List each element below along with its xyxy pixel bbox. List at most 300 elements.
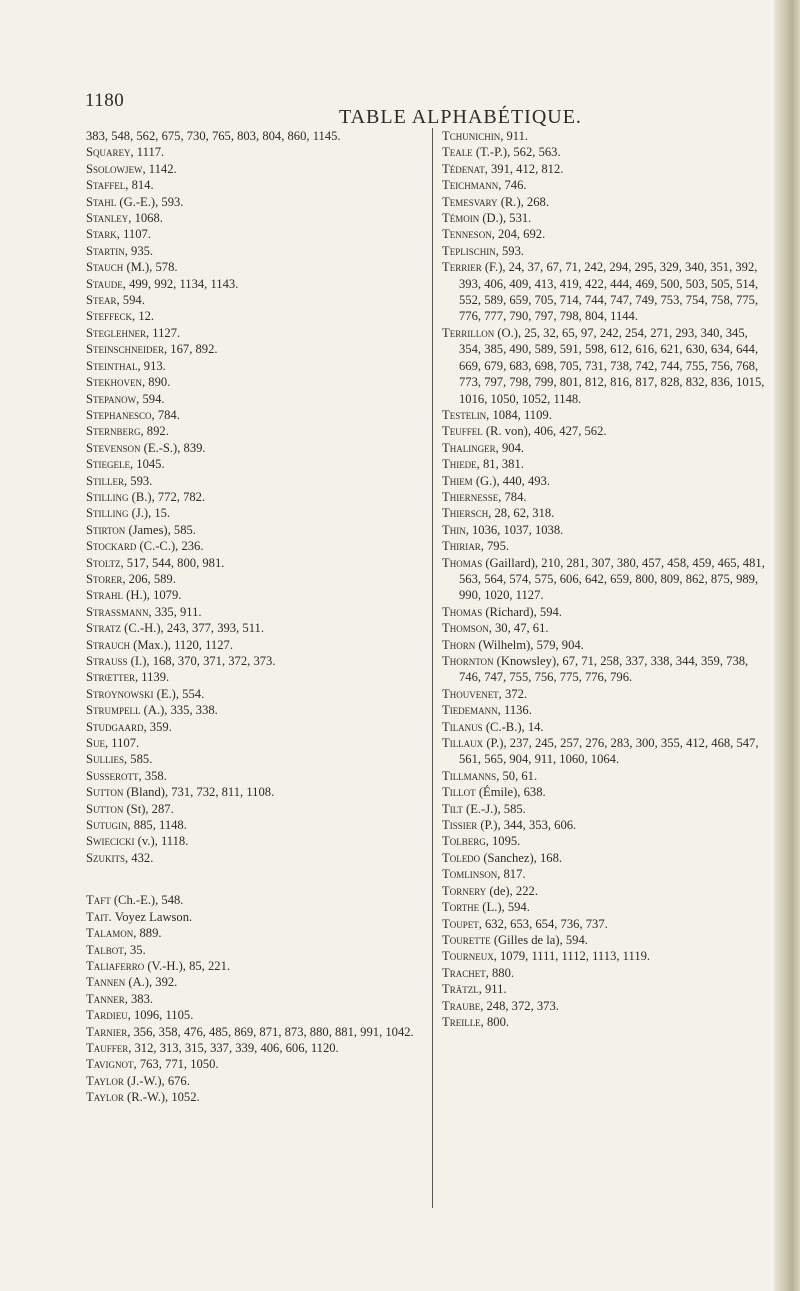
- page-edge: [774, 0, 800, 1291]
- author-name: Tenneson,: [442, 227, 495, 242]
- index-entry: [86, 942, 426, 958]
- author-name: Traube,: [442, 998, 484, 1013]
- author-name: Thomson,: [442, 621, 492, 636]
- index-entry: [442, 817, 767, 833]
- author-name: Sutton: [86, 801, 124, 816]
- page-references: 889.: [136, 926, 162, 941]
- author-name: Stockard: [86, 539, 137, 554]
- page-references: 795.: [483, 539, 510, 554]
- author-name: Studgaard,: [86, 719, 147, 734]
- page-references: 356, 358, 476, 485, 869, 871, 873, 880, 881, 991, 1042.: [130, 1024, 414, 1039]
- author-name: Stephanesco,: [86, 407, 155, 422]
- page-references: 312, 313, 315, 337, 339, 406, 606, 1120.: [131, 1040, 339, 1055]
- page-references: (Max.), 1120, 1127.: [130, 637, 233, 652]
- page-references: 1127.: [149, 325, 181, 340]
- page-references: 763, 771, 1050.: [136, 1057, 219, 1072]
- author-name: Tarnier,: [86, 1024, 131, 1039]
- index-entry: [442, 850, 767, 866]
- page-references: 746.: [501, 178, 527, 193]
- author-name: Strauch: [86, 637, 131, 652]
- page-references: (A.), 335, 338.: [140, 703, 218, 718]
- author-name: Strauss: [86, 654, 128, 668]
- author-name: Staffel,: [86, 178, 129, 193]
- author-name: Thiem: [442, 473, 473, 488]
- page-references: 594.: [139, 391, 165, 406]
- page-references: 383.: [127, 991, 154, 1006]
- section-gap: [86, 866, 426, 892]
- page-references: (Gaillard), 210, 281, 307, 380, 457, 458, 459, 465, 481, 563, 564, 574, 575, 606, 642, 659, 800, 809, 862, 875, 989, 990, 1020, 1127.: [459, 555, 765, 603]
- author-name: Thiede,: [442, 457, 480, 472]
- index-entry: [442, 899, 767, 915]
- page-references: 383, 548, 562, 675, 730, 765, 803, 804, 860, 1145.: [86, 129, 341, 143]
- index-entry: [442, 440, 767, 456]
- author-name: Tauffer,: [86, 1040, 132, 1055]
- page-references: (T.-P.), 562, 563.: [472, 145, 561, 160]
- author-name: Sutugin,: [86, 818, 131, 833]
- page-references: 1068.: [131, 211, 163, 226]
- author-name: Stiller,: [86, 473, 128, 488]
- author-name: Temesvary: [442, 194, 498, 209]
- author-name: Stark,: [86, 227, 120, 242]
- index-entry: [442, 833, 767, 849]
- index-entry: [86, 210, 426, 226]
- index-entry: [442, 505, 767, 521]
- page-references: (Sanchez), 168.: [480, 850, 563, 865]
- author-name: Stahl: [86, 194, 117, 209]
- page-references: 81, 381.: [479, 457, 524, 472]
- author-name: Taliaferro: [86, 958, 145, 973]
- page-references: (R. von), 406, 427, 562.: [482, 424, 607, 439]
- author-name: Témoin: [442, 211, 480, 226]
- page-references: (O.), 25, 32, 65, 97, 242, 254, 271, 293, 340, 345, 354, 385, 490, 589, 591, 598, 612, 616, 621, 630, 634, 644, 669, 679, 683, 698, 705, 731, 738, 742, 744, 755, 756, 768, 773, 797, 798, 799, 801, 812, 816, 817, 828, 832, 836, 1015, 1016, 1050, 1052, 1148.: [459, 325, 765, 406]
- index-entry: [442, 866, 767, 882]
- index-entry: [442, 473, 767, 489]
- page-references: 372.: [501, 686, 528, 701]
- page-references: (Gilles de la), 594.: [490, 932, 588, 947]
- page-references: 892.: [143, 424, 169, 439]
- page-references: (G.-E.), 593.: [116, 194, 184, 209]
- index-entry: [442, 620, 767, 636]
- author-name: Tomlinson,: [442, 867, 501, 882]
- index-entry: [86, 801, 426, 817]
- author-name: Toupet,: [442, 916, 482, 931]
- index-entry: [86, 587, 426, 603]
- index-entry: [442, 768, 767, 784]
- author-name: Thiersch,: [442, 506, 492, 521]
- author-name: Tait.: [86, 909, 112, 924]
- index-entry: [442, 637, 767, 653]
- index-entry: [442, 144, 767, 160]
- column-divider: [432, 128, 433, 1208]
- page-references: 248, 372, 373.: [483, 998, 559, 1013]
- index-entry: [86, 276, 426, 292]
- author-name: Taylor: [86, 1090, 124, 1105]
- author-name: Squarey,: [86, 145, 134, 160]
- page-references: 632, 653, 654, 736, 737.: [481, 916, 608, 931]
- author-name: Teichmann,: [442, 178, 502, 193]
- index-entry: [86, 1073, 426, 1089]
- index-entry: [86, 144, 426, 160]
- author-name: Talamon,: [86, 926, 137, 941]
- author-name: Stekhoven,: [86, 375, 146, 390]
- author-name: Thin,: [442, 522, 469, 537]
- author-name: Strœtter,: [86, 670, 139, 685]
- author-name: Teplischin,: [442, 243, 499, 258]
- author-name: Taylor: [86, 1073, 124, 1088]
- page-references: (Ch.-E.), 548.: [110, 893, 184, 908]
- index-entry: [86, 555, 426, 571]
- author-name: Trachet,: [442, 965, 489, 980]
- page-references: 904.: [498, 440, 525, 455]
- index-entry: [442, 243, 767, 259]
- page-references: 517, 544, 800, 981.: [123, 555, 225, 570]
- index-entry: [86, 243, 426, 259]
- author-name: Stiegele,: [86, 457, 134, 472]
- page-references: 28, 62, 318.: [491, 506, 555, 521]
- author-name: Staude,: [86, 276, 126, 291]
- index-entry: [86, 473, 426, 489]
- page-references: 1095.: [488, 834, 521, 849]
- index-entry: [86, 620, 426, 636]
- author-name: Tavignot,: [86, 1057, 137, 1072]
- page-references: (Richard), 594.: [482, 604, 562, 619]
- page-references: 432.: [128, 850, 154, 865]
- author-name: Stirton: [86, 522, 126, 537]
- index-entry: [86, 374, 426, 390]
- index-entry: [86, 768, 426, 784]
- page-references: 880.: [488, 965, 515, 980]
- page-references: (C.-B.), 14.: [482, 719, 544, 734]
- page-references: (R.), 268.: [497, 194, 549, 209]
- index-entry: [86, 669, 426, 685]
- author-name: Stilling: [86, 506, 129, 521]
- page-references: (P.), 237, 245, 257, 276, 283, 300, 355, 412, 468, 547, 561, 565, 904, 911, 1060, 1064.: [459, 736, 759, 767]
- page-references: (C.-C.), 236.: [136, 539, 204, 554]
- page-references: (D.), 531.: [479, 211, 532, 226]
- index-entry: [442, 604, 767, 620]
- author-name: Taft: [86, 893, 111, 908]
- page-references: 30, 47, 61.: [491, 621, 549, 636]
- index-entry: [86, 784, 426, 800]
- page-references: 50, 61.: [499, 768, 538, 783]
- page-references: 585.: [127, 752, 153, 767]
- page-references: 206, 589.: [125, 571, 176, 586]
- author-name: Thorn: [442, 637, 476, 652]
- index-entry: [86, 686, 426, 702]
- page-references: 817.: [500, 867, 526, 882]
- page-references: 359.: [146, 719, 172, 734]
- author-name: Thornton: [442, 654, 494, 668]
- index-entry: [86, 925, 426, 941]
- index-entry: [442, 407, 767, 423]
- index-entry: [442, 161, 767, 177]
- page-references: 911.: [503, 129, 529, 143]
- index-entry: [442, 883, 767, 899]
- index-entry: [86, 259, 426, 275]
- author-name: Tillmanns,: [442, 768, 500, 783]
- index-entry: [86, 456, 426, 472]
- page-references: 1142.: [145, 161, 177, 176]
- page-references: 1096, 1105.: [130, 1008, 194, 1023]
- author-name: Thomas: [442, 604, 483, 619]
- page-references: (J.-W.), 676.: [123, 1073, 190, 1088]
- page-references: 167, 892.: [167, 342, 218, 357]
- index-entry: [442, 998, 767, 1014]
- page-references: (Wilhelm), 579, 904.: [475, 637, 584, 652]
- index-entry: [442, 210, 767, 226]
- author-name: Thalinger,: [442, 440, 499, 455]
- author-name: Stanley,: [86, 211, 132, 226]
- author-name: Tolberg,: [442, 834, 489, 849]
- author-name: Tardieu,: [86, 1008, 131, 1023]
- page-references: 911.: [481, 982, 507, 997]
- index-entry: [86, 292, 426, 308]
- page-references: (Émile), 638.: [475, 785, 546, 800]
- index-entry: [86, 177, 426, 193]
- index-entry: [86, 817, 426, 833]
- index-entry: [86, 391, 426, 407]
- index-entry: [442, 259, 767, 325]
- index-entry: [442, 784, 767, 800]
- index-entry: [86, 440, 426, 456]
- page-references: 1117.: [133, 145, 165, 160]
- page-references: (V.-H.), 85, 221.: [144, 958, 231, 973]
- index-entry: [86, 505, 426, 521]
- author-name: Startin,: [86, 243, 128, 258]
- author-name: Tilt: [442, 801, 463, 816]
- author-name: Swiecicki: [86, 834, 135, 849]
- author-name: Testelin,: [442, 407, 490, 422]
- index-entry: [442, 702, 767, 718]
- running-title: TABLE ALPHABÉTIQUE.: [339, 106, 582, 128]
- index-entry: [442, 948, 767, 964]
- page-references: (St), 287.: [123, 801, 174, 816]
- index-entry: [86, 226, 426, 242]
- author-name: Tissier: [442, 818, 478, 833]
- author-name: Talbot,: [86, 942, 127, 957]
- page-references: (C.-H.), 243, 377, 393, 511.: [121, 621, 264, 636]
- author-name: Susserott,: [86, 768, 142, 783]
- page-references: (M.), 578.: [123, 260, 178, 275]
- page-references: 1036, 1037, 1038.: [468, 522, 564, 537]
- author-name: Stevenson: [86, 440, 141, 455]
- index-entry: [442, 1014, 767, 1030]
- page-references: (E.), 554.: [153, 686, 205, 701]
- page-references: 594.: [119, 293, 145, 308]
- index-entry: [442, 423, 767, 439]
- page-references: (James), 585.: [125, 522, 196, 537]
- author-name: Thomas: [442, 555, 483, 570]
- page-references: 593.: [498, 243, 525, 258]
- index-entry: [86, 308, 426, 324]
- author-name: Tillaux: [442, 736, 484, 751]
- index-entry: [442, 489, 767, 505]
- author-name: Torthe: [442, 900, 480, 915]
- index-entry: [86, 1089, 426, 1105]
- author-name: Stepanow,: [86, 391, 140, 406]
- index-entry: [442, 735, 767, 768]
- index-entry: [442, 981, 767, 997]
- index-entry: [86, 571, 426, 587]
- author-name: Tilanus: [442, 719, 483, 734]
- index-entry: [86, 850, 426, 866]
- index-entry: [86, 407, 426, 423]
- page-references: 499, 992, 1134, 1143.: [125, 276, 239, 291]
- author-name: Toledo: [442, 850, 481, 865]
- index-entry: [442, 456, 767, 472]
- page-references: (R.-W.), 1052.: [123, 1090, 200, 1105]
- author-name: Stauch: [86, 260, 124, 275]
- page-references: 12.: [135, 309, 155, 324]
- author-name: Sternberg,: [86, 424, 144, 439]
- page-references: 784.: [154, 407, 180, 422]
- author-name: Thiriar,: [442, 539, 484, 554]
- index-entry: [86, 1024, 426, 1040]
- page-references: (E.-J.), 585.: [462, 801, 526, 816]
- author-name: Tourneux,: [442, 949, 497, 964]
- index-entry: [86, 719, 426, 735]
- author-name: Sutton: [86, 785, 124, 800]
- author-name: Terrillon: [442, 325, 495, 340]
- page-references: (v.), 1118.: [134, 834, 189, 849]
- page-references: (Knowsley), 67, 71, 258, 337, 338, 344, 359, 738, 746, 747, 755, 756, 775, 776, 796.: [459, 654, 749, 685]
- page-references: 890.: [145, 375, 171, 390]
- index-entry: [86, 653, 426, 669]
- index-entry: [86, 522, 426, 538]
- index-entry: [86, 991, 426, 1007]
- author-name: Terrier: [442, 260, 482, 275]
- index-entry: [86, 833, 426, 849]
- index-entry: [86, 423, 426, 439]
- page-references: 35.: [126, 942, 146, 957]
- author-name: Tchunichin,: [442, 129, 504, 143]
- author-name: Steinthal,: [86, 358, 141, 373]
- index-entry: [442, 538, 767, 554]
- author-name: Teuffel: [442, 424, 483, 439]
- index-entry: [442, 932, 767, 948]
- index-entry: [86, 892, 426, 908]
- page-references: 1136.: [500, 703, 532, 718]
- index-entry: [442, 653, 767, 686]
- author-name: Tédenat,: [442, 161, 488, 176]
- index-entry: [442, 916, 767, 932]
- index-entry: [86, 735, 426, 751]
- page-references: 814.: [128, 178, 154, 193]
- author-name: Tiedemann,: [442, 703, 501, 718]
- page-references: 1045.: [133, 457, 165, 472]
- page-references: Voyez Lawson.: [111, 909, 193, 924]
- author-name: Stratz: [86, 621, 122, 636]
- author-name: Szukits,: [86, 850, 129, 865]
- page-references: 593.: [127, 473, 153, 488]
- page-references: 1107.: [119, 227, 151, 242]
- index-entry: [442, 965, 767, 981]
- author-name: Stroynowski: [86, 686, 154, 701]
- page-references: 204, 692.: [494, 227, 546, 242]
- index-entry: [86, 909, 426, 925]
- index-column-right: [442, 128, 767, 1030]
- page-references: (A.), 392.: [125, 975, 178, 990]
- index-entry: [442, 686, 767, 702]
- author-name: Strahl: [86, 588, 124, 603]
- author-name: Stear,: [86, 293, 120, 308]
- page-references: 784.: [501, 489, 527, 504]
- author-name: Steffeck,: [86, 309, 136, 324]
- index-entry: [86, 637, 426, 653]
- author-name: Treille,: [442, 1014, 484, 1029]
- page-references: 1079, 1111, 1112, 1113, 1119.: [496, 949, 651, 964]
- author-name: Strumpell: [86, 703, 141, 718]
- page-number: 1180: [85, 90, 125, 111]
- author-name: Tourette: [442, 932, 491, 947]
- index-entry: [442, 719, 767, 735]
- page-references: (G.), 440, 493.: [472, 473, 551, 488]
- index-entry: [442, 801, 767, 817]
- page-references: (J.), 15.: [128, 506, 171, 521]
- page-references: 391, 412, 812.: [487, 161, 564, 176]
- index-entry: [86, 161, 426, 177]
- author-name: Sue,: [86, 736, 109, 751]
- page-references: (B.), 772, 782.: [128, 489, 206, 504]
- index-column-left: [86, 128, 426, 1106]
- index-entry: [442, 177, 767, 193]
- author-name: Tanner,: [86, 991, 128, 1006]
- index-entry: [442, 226, 767, 242]
- page-references: 885, 1148.: [130, 818, 187, 833]
- index-entry: [442, 194, 767, 210]
- author-name: Tannen: [86, 975, 126, 990]
- index-entry: [86, 1040, 426, 1056]
- author-name: Tillot: [442, 785, 476, 800]
- page-references: (L.), 594.: [479, 900, 530, 915]
- page-references: 358.: [141, 768, 167, 783]
- author-name: Sullies,: [86, 752, 128, 767]
- page-references: (E.-S.), 839.: [140, 440, 206, 455]
- index-entry: [86, 489, 426, 505]
- page-references: 1139.: [138, 670, 170, 685]
- index-entry: [442, 522, 767, 538]
- author-name: Storer,: [86, 571, 126, 586]
- author-name: Steglehner,: [86, 325, 150, 340]
- index-entry: [86, 194, 426, 210]
- author-name: Trätzl,: [442, 982, 482, 997]
- index-entry: [86, 1056, 426, 1072]
- author-name: Stilling: [86, 489, 129, 504]
- index-entry: [86, 958, 426, 974]
- index-entry: [86, 1007, 426, 1023]
- index-entry: [86, 128, 426, 144]
- index-entry: [86, 604, 426, 620]
- page-references: 335, 911.: [151, 604, 202, 619]
- page-references: 800.: [483, 1014, 510, 1029]
- page-references: (Bland), 731, 732, 811, 1108.: [123, 785, 275, 800]
- author-name: Thiernesse,: [442, 489, 502, 504]
- index-entry: [86, 341, 426, 357]
- index-entry: [442, 325, 767, 407]
- page-references: (de), 222.: [486, 883, 538, 898]
- page-references: (F.), 24, 37, 67, 71, 242, 294, 295, 329, 340, 351, 392, 393, 406, 409, 413, 419, 422, 444, 469, 500, 503, 505, 514, 552, 589, 659, 705, 714, 744, 747, 749, 753, 754, 758, 775, 776, 777, 790, 797, 798, 804, 1144.: [459, 260, 759, 324]
- author-name: Teale: [442, 145, 473, 160]
- index-entry: [86, 325, 426, 341]
- index-entry: [442, 128, 767, 144]
- index-entry: [86, 358, 426, 374]
- author-name: Steinschneider,: [86, 342, 168, 357]
- index-entry: [86, 538, 426, 554]
- page-references: 1084, 1109.: [489, 407, 552, 422]
- page-references: (H.), 1079.: [123, 588, 182, 603]
- page-references: (I.), 168, 370, 371, 372, 373.: [127, 654, 276, 668]
- author-name: Thouvenet,: [442, 686, 502, 701]
